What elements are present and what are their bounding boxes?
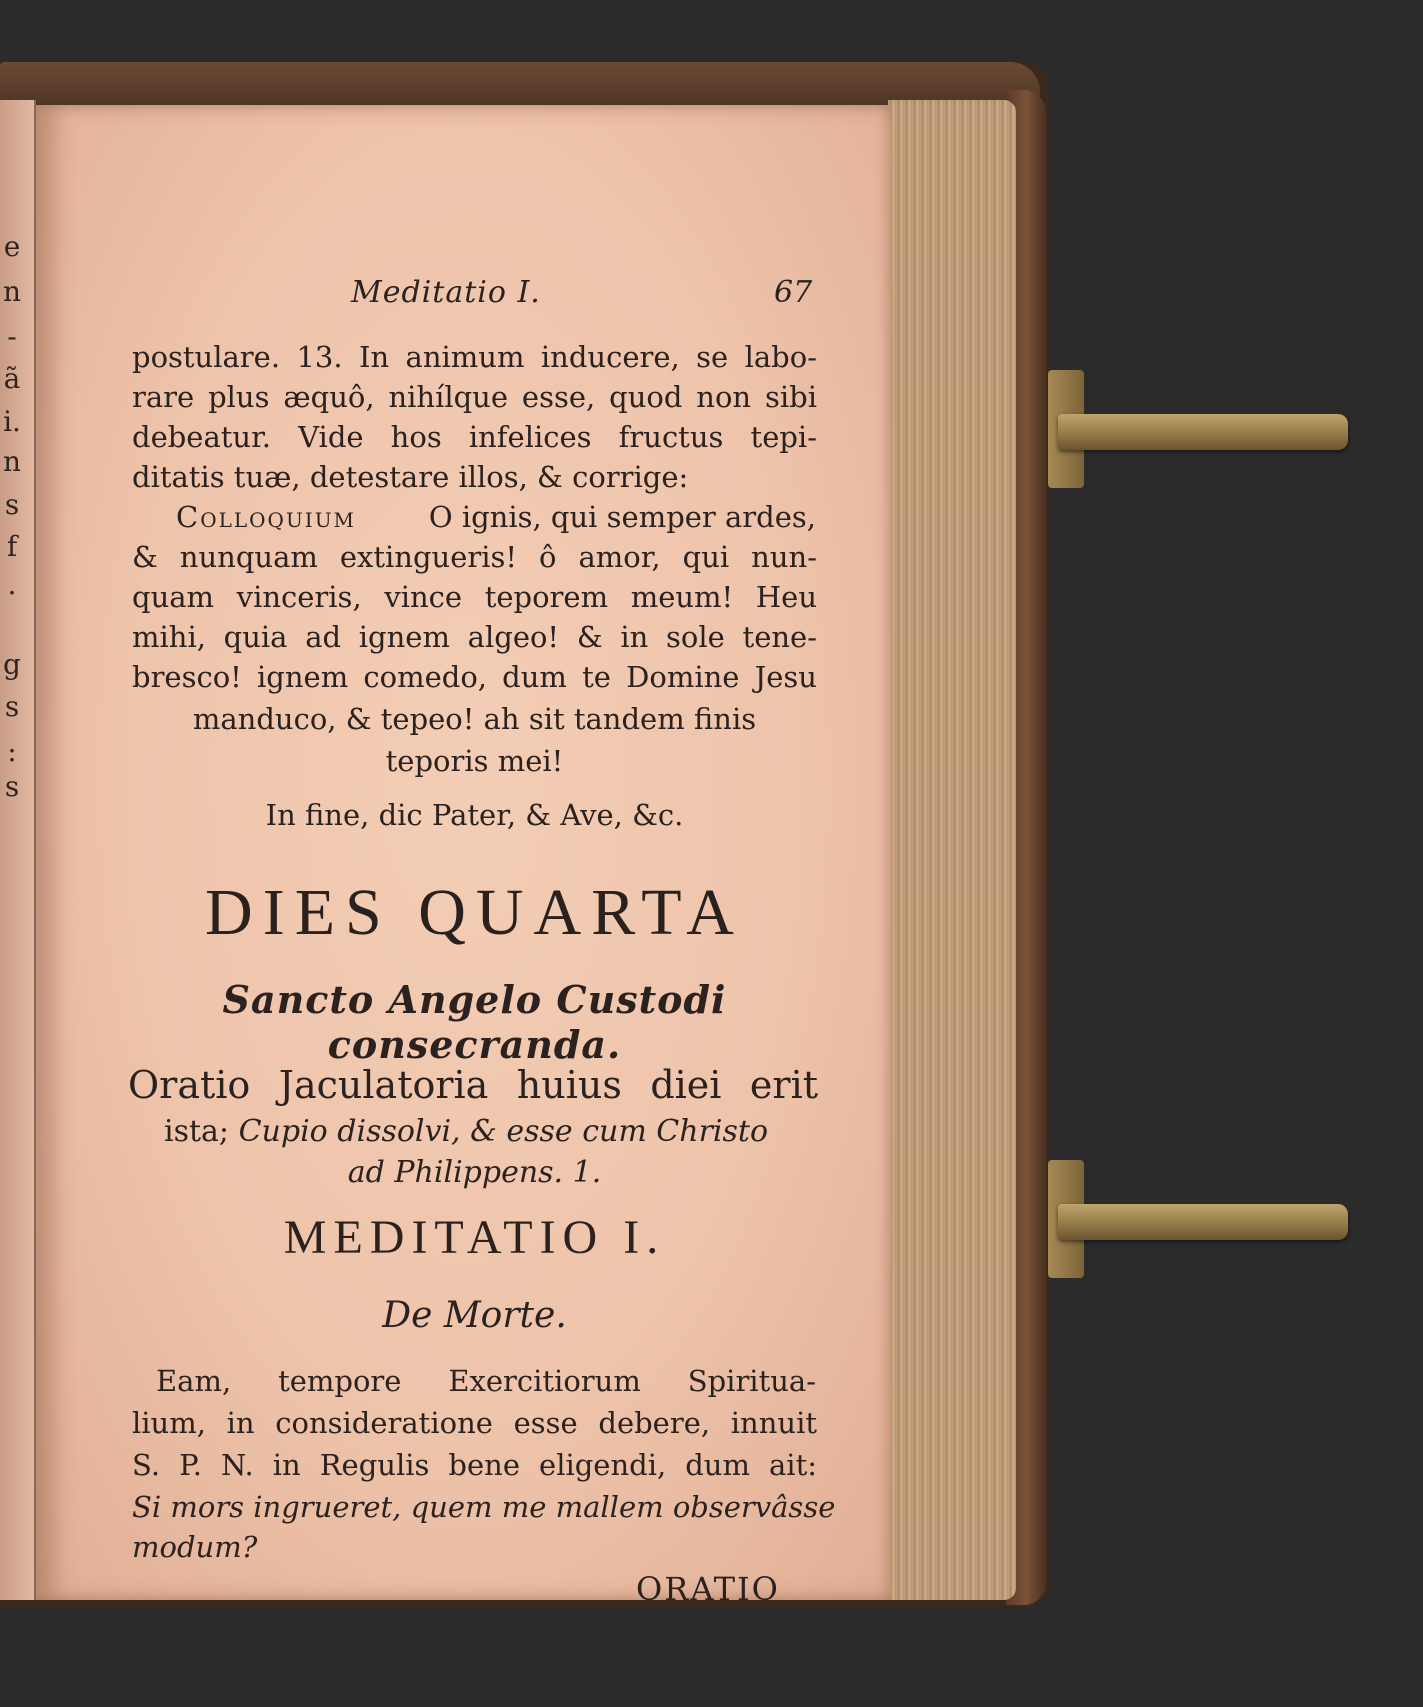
text-line: S. P. N. in Regulis bene eligendi, dum ait: xyxy=(132,1448,817,1482)
left-page-fragment: e xyxy=(3,230,21,263)
left-page-fragment: s xyxy=(4,770,20,803)
text-line: ditatis tuæ, detestare illos, & corrige: xyxy=(132,460,689,494)
left-page-fragment: s xyxy=(4,690,20,723)
left-page-fragment: . xyxy=(7,568,17,601)
left-page-fragment: - xyxy=(7,320,17,353)
text-line: lium, in consideratione esse debere, innuit xyxy=(132,1406,817,1440)
left-page-fragment: s xyxy=(4,488,20,521)
running-head: Meditatio I. xyxy=(351,275,541,310)
catchword: ORATIO xyxy=(636,1570,780,1608)
text-line: manduco, & tepeo! ah sit tandem finis xyxy=(192,702,757,736)
right-page xyxy=(36,105,891,1608)
dies-subtitle: Sancto Angelo Custodi consecranda. xyxy=(222,977,727,1067)
left-page-fragment: n xyxy=(2,445,22,478)
text-line: postulare. 13. In animum inducere, se labo- xyxy=(132,340,817,374)
colloquium-line xyxy=(176,497,816,537)
book-clasp-top xyxy=(1048,400,1358,458)
book-clasp-bottom xyxy=(1048,1190,1358,1248)
text-line: ad Philippens. 1. xyxy=(347,1155,602,1190)
colloquium-label: Colloquium xyxy=(176,500,357,534)
left-page-fragment: ã xyxy=(3,362,21,395)
text-line: modum? xyxy=(132,1530,258,1564)
left-page-fragment: : xyxy=(7,735,17,768)
left-page-fragment: g xyxy=(3,648,21,681)
left-page-edge xyxy=(0,100,36,1600)
text-line: Cupio dissolvi, & esse cum Christo xyxy=(238,1114,769,1149)
text-line: bresco! ignem comedo, dum te Domine Jesu xyxy=(132,660,817,694)
text-line: teporis mei! xyxy=(385,744,564,778)
text-line: ista; xyxy=(164,1114,230,1149)
book-cover-top xyxy=(0,62,1040,110)
text-line: mihi, quia ad ignem algeo! & in sole tene- xyxy=(132,620,817,654)
oratio-line: Oratio Jaculatoria huius diei erit xyxy=(128,1063,818,1107)
text-line: Eam, tempore Exercitiorum Spiritua- xyxy=(156,1364,816,1398)
left-page-fragment: n xyxy=(2,275,22,308)
dies-heading: DIES QUARTA xyxy=(205,876,744,949)
text-line: & nunquam extingueris! ô amor, qui nun- xyxy=(132,540,817,574)
text-line: rare plus æquô, nihílque esse, quod non sibi xyxy=(132,380,817,414)
in-fine-line: In fine, dic Pater, & Ave, &c. xyxy=(265,798,684,832)
de-morte-heading: De Morte. xyxy=(382,1295,567,1336)
text-line: quam vinceris, vince teporem meum! Heu xyxy=(132,580,817,614)
left-page-fragment: f xyxy=(6,530,18,563)
text-line: debeatur. Vide hos infelices fructus tepi- xyxy=(132,420,817,454)
left-page-fragment: i. xyxy=(3,405,21,438)
meditatio-heading: MEDITATIO I. xyxy=(283,1211,666,1264)
text-line: Si mors ingrueret, quem me mallem observâsse xyxy=(132,1490,836,1524)
oratio-line-2 xyxy=(164,1112,824,1152)
page-number: 67 xyxy=(774,275,813,310)
page-edges xyxy=(888,100,1016,1600)
text-line: O ignis, qui semper ardes, xyxy=(428,500,816,534)
